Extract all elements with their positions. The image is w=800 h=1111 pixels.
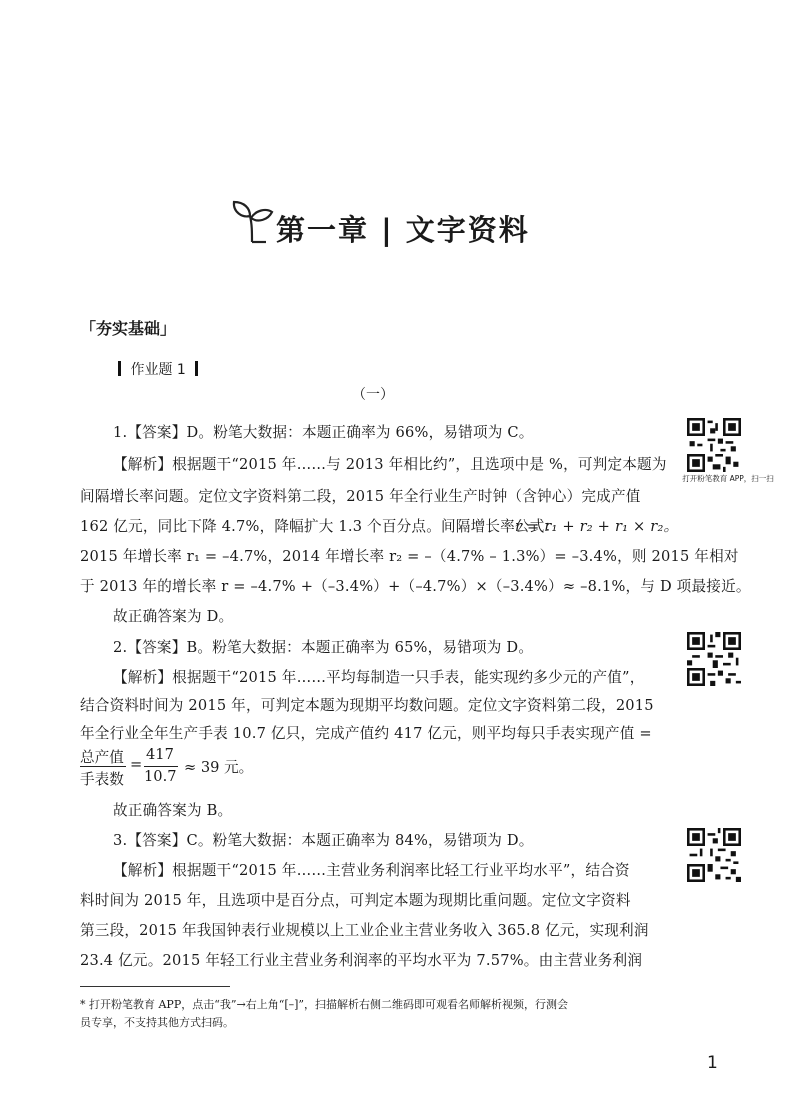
- qr-code-icon[interactable]: [687, 632, 741, 686]
- fraction-equals: =: [130, 756, 143, 773]
- q1-formula: r = r₁ + r₂ + r₁ × r₂。: [515, 518, 679, 535]
- homework-title: 作业题 1: [130, 362, 186, 378]
- section-heading: 「夯实基础」: [80, 319, 177, 338]
- q3-analysis-line: 23.4 亿元。2015 年轻工行业主营业务利润率的平均水平为 7.57%。由主营业务利润: [80, 952, 643, 969]
- q1-conclusion: 故正确答案为 D。: [113, 608, 234, 625]
- q1-analysis-line: 2015 年增长率 r₁ = –4.7%，2014 年增长率 r₂ = –（4.7% – 1.3%）= –3.4%，则 2015 年相对: [80, 548, 739, 565]
- footnote-line: 员专享，不支持其他方式扫码。: [80, 1016, 234, 1029]
- heading-bar-right: [195, 361, 198, 376]
- q1-analysis-line: 162 亿元，同比下降 4.7%，降幅扩大 1.3 个百分点。间隔增长率公式：: [80, 518, 560, 535]
- fraction-numerator: 417: [146, 746, 174, 763]
- qr-caption: 打开粉笔教育 APP，扫一扫: [682, 474, 774, 483]
- q2-analysis-line: 年全行业全年生产手表 10.7 亿只，完成产值约 417 亿元，则平均每只手表实现产值 =: [80, 725, 652, 742]
- q3-analysis-line: 料时间为 2015 年，且选项中是百分点，可判定本题为现期比重问题。定位文字资料: [80, 892, 631, 909]
- fraction-bar: [144, 766, 178, 767]
- part-marker: （一）: [352, 387, 394, 403]
- qr-code-icon[interactable]: [687, 418, 741, 472]
- chapter-title: 第一章 | 文字资料: [276, 213, 530, 247]
- homework-heading: [113, 359, 203, 379]
- q3-analysis-line: 第三段，2015 年我国钟表行业规模以上工业企业主营业务收入 365.8 亿元，实现利润: [80, 922, 649, 939]
- fraction-numerator: 总产值: [80, 749, 124, 766]
- fraction-bar: [80, 766, 126, 767]
- fraction-result: ≈ 39 元。: [184, 759, 254, 776]
- fraction-denominator: 10.7: [144, 768, 177, 785]
- q1-analysis-line: 【解析】根据题干“2015 年……与 2013 年相比约”，且选项中是 %，可判定本题为: [113, 456, 667, 473]
- heading-bar-left: [118, 361, 121, 376]
- footnote-divider: [80, 986, 230, 987]
- qr-code-icon[interactable]: [687, 828, 741, 882]
- q3-analysis-line: 【解析】根据题干“2015 年……主营业务利润率比轻工行业平均水平”，结合资: [113, 862, 630, 879]
- q2-conclusion: 故正确答案为 B。: [113, 802, 233, 819]
- fraction-denominator: 手表数: [80, 771, 124, 788]
- q2-analysis-line: 结合资料时间为 2015 年，可判定本题为现期平均数问题。定位文字资料第二段，2015: [80, 697, 654, 714]
- q1-answer: 1.【答案】D。粉笔大数据：本题正确率为 66%，易错项为 C。: [113, 424, 534, 441]
- sprout-icon: [230, 196, 274, 246]
- q2-analysis-line: 【解析】根据题干“2015 年……平均每制造一只手表，能实现约多少元的产值”，: [113, 669, 645, 686]
- chapter-header: [230, 196, 570, 256]
- page-number: 1: [707, 1053, 718, 1073]
- q1-analysis-line: 于 2013 年的增长率 r = –4.7% +（–3.4%）+（–4.7%）×（–3.4%）≈ –8.1%，与 D 项最接近。: [80, 578, 751, 595]
- footnote-line: * 打开粉笔教育 APP，点击“我”→右上角“[–]”，扫描解析右侧二维码即可观看名师解析视频，行测会: [80, 998, 569, 1011]
- q1-analysis-line: 间隔增长率问题。定位文字资料第二段，2015 年全行业生产时钟（含钟心）完成产值: [80, 488, 641, 505]
- q2-answer: 2.【答案】B。粉笔大数据：本题正确率为 65%，易错项为 D。: [113, 639, 534, 656]
- q3-answer: 3.【答案】C。粉笔大数据：本题正确率为 84%，易错项为 D。: [113, 832, 534, 849]
